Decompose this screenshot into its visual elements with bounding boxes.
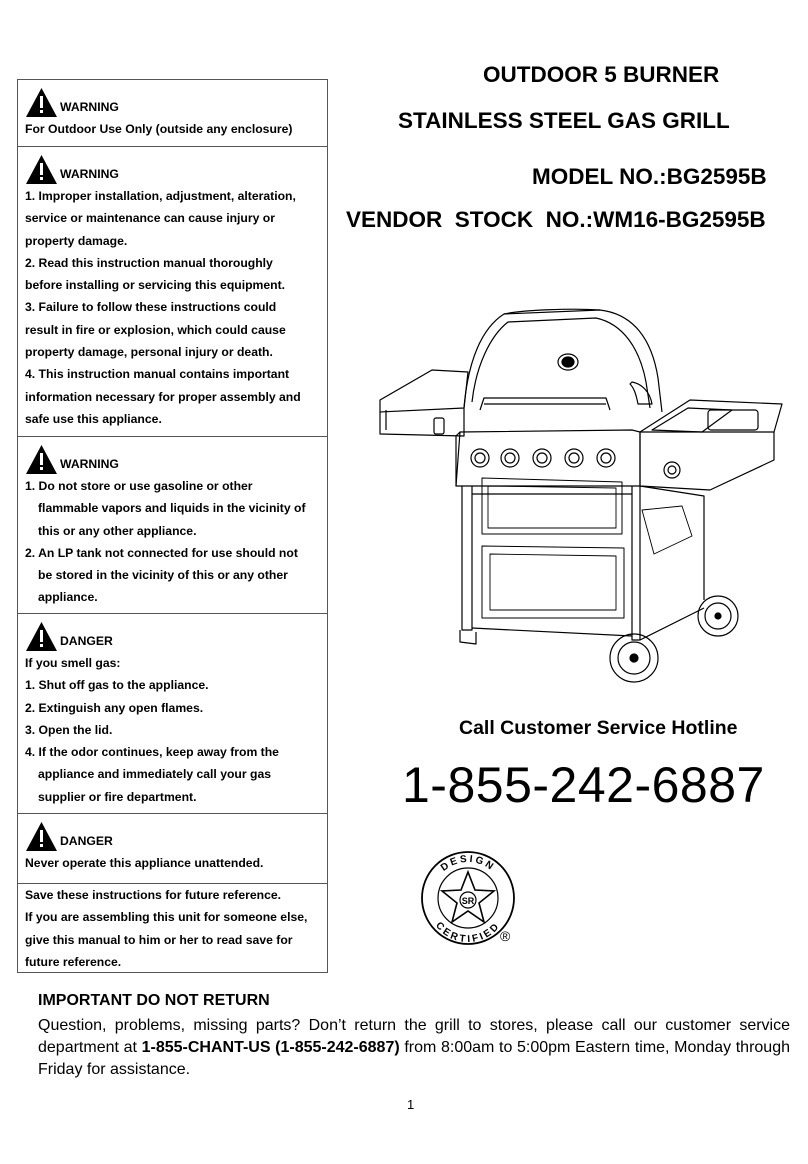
danger-heading: DANGER <box>60 634 113 648</box>
save-line: Save these instructions for future reference. <box>25 888 282 902</box>
warning-line: be stored in the vicinity of this or any other <box>38 568 288 583</box>
registered-mark: ® <box>500 928 511 944</box>
vendor-stock-number: VENDOR STOCK NO.:WM16-BG2595B <box>346 207 766 232</box>
save-line: If you are assembling this unit for someone else, <box>25 910 308 925</box>
danger-line: 2. Extinguish any open flames. <box>25 700 204 715</box>
save-instructions-box <box>18 884 327 972</box>
danger-line: Never operate this appliance unattended. <box>25 856 264 870</box>
warning-line: this or any other appliance. <box>38 523 197 538</box>
warning-line: For Outdoor Use Only (outside any enclosure) <box>25 122 293 136</box>
important-text-before: Question, problems, missing parts? Don’t return the grill to stores, please call our customer service department at <box>38 1017 790 1056</box>
hotline-label: Call Customer Service Hotline <box>459 717 738 739</box>
warning-line: service or maintenance can cause injury or <box>25 211 275 226</box>
warning-line: flammable vapors and liquids in the vicinity of <box>38 501 306 516</box>
seal-top-text: DESIGN <box>438 853 498 874</box>
svg-text:CERTIFIED <box>433 920 503 945</box>
product-title-line2: STAINLESS STEEL GAS GRILL <box>398 108 730 133</box>
warning-line: 3. Failure to follow these instructions could <box>25 300 277 315</box>
warning-line: 2. An LP tank not connected for use should not <box>25 545 298 560</box>
warning-triangle-icon <box>25 444 58 475</box>
danger-line: supplier or fire department. <box>38 789 197 804</box>
grill-illustration <box>372 300 792 690</box>
important-heading: IMPORTANT DO NOT RETURN <box>38 992 270 1009</box>
warning-line: safe use this appliance. <box>25 411 162 426</box>
warning-triangle-icon <box>25 87 58 118</box>
seal-bottom-text: CERTIFIED <box>433 920 503 946</box>
warning-heading: WARNING <box>60 167 119 181</box>
save-line: give this manual to him or her to read save for <box>25 932 293 947</box>
warning-triangle-icon <box>25 154 58 185</box>
warning-line: property damage. <box>25 233 128 248</box>
product-title-line1: OUTDOOR 5 BURNER <box>483 62 720 87</box>
warning-box-outdoor <box>18 80 327 147</box>
danger-heading: DANGER <box>60 834 113 848</box>
danger-line: 3. Open the lid. <box>25 722 113 737</box>
important-text-after: from 8:00am to 5:00pm Eastern time, Monday through Friday for assistance. <box>38 1039 790 1078</box>
seal-center-text: SR <box>461 896 475 906</box>
danger-line: If you smell gas: <box>25 656 121 670</box>
important-body <box>38 1015 790 1081</box>
warning-box-gasoline <box>18 437 327 614</box>
hotline-number: 1-855-242-6887 <box>402 757 765 813</box>
danger-line: 1. Shut off gas to the appliance. <box>25 678 209 693</box>
warning-panel <box>17 79 328 973</box>
important-phone: 1-855-CHANT-US (1-855-242-6887) <box>141 1039 400 1056</box>
warning-line: 4. This instruction manual contains important <box>25 367 290 382</box>
warning-line: 2. Read this instruction manual thoroughly <box>25 255 273 270</box>
warning-box-installation <box>18 147 327 437</box>
warning-line: result in fire or explosion, which could cause <box>25 322 286 337</box>
warning-heading: WARNING <box>60 100 119 114</box>
danger-box-gas-smell <box>18 614 327 814</box>
warning-line: 1. Improper installation, adjustment, alteration, <box>25 189 296 203</box>
page-number: 1 <box>407 1097 415 1112</box>
danger-box-unattended <box>18 814 327 884</box>
danger-triangle-icon <box>25 621 58 652</box>
warning-line: 1. Do not store or use gasoline or other <box>25 479 253 493</box>
danger-triangle-icon <box>25 821 58 852</box>
warning-line: appliance. <box>38 590 98 605</box>
danger-line: appliance and immediately call your gas <box>38 767 272 782</box>
warning-line: information necessary for proper assembly and <box>25 389 301 404</box>
danger-line: 4. If the odor continues, keep away from the <box>25 745 279 760</box>
model-number: MODEL NO.:BG2595B <box>532 164 767 189</box>
warning-line: property damage, personal injury or death. <box>25 345 273 360</box>
warning-heading: WARNING <box>60 457 119 471</box>
warning-line: before installing or servicing this equipment. <box>25 278 286 293</box>
save-line: future reference. <box>25 954 122 969</box>
